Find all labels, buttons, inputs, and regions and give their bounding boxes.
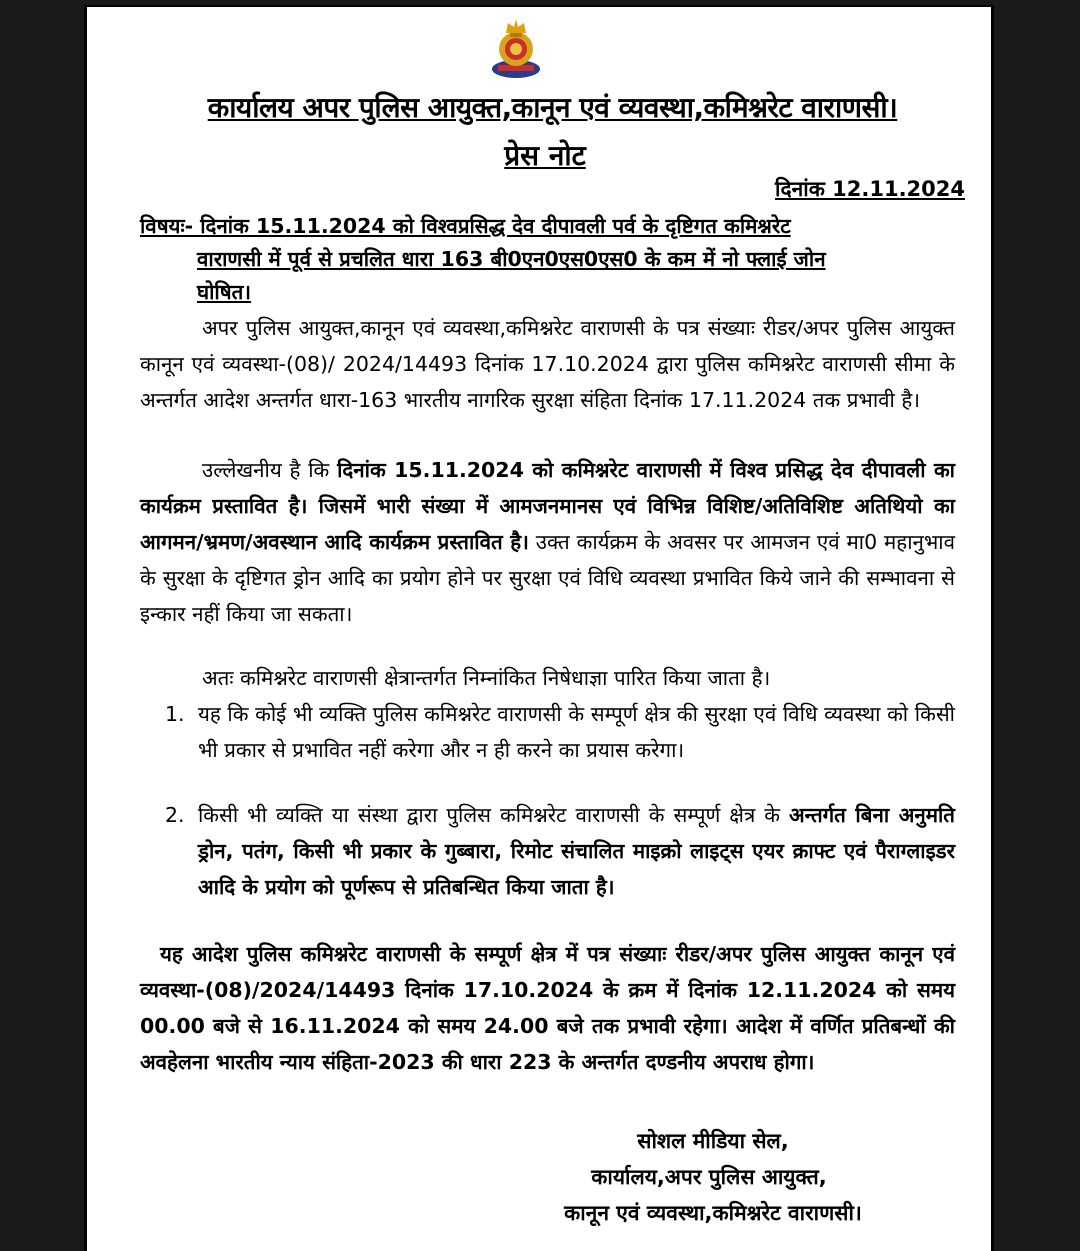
subject-line-1: विषयः- दिनांक 15.11.2024 को विश्वप्रसिद्ध देव दीपावली पर्व के दृष्टिगत कमिश्नरेट: [140, 214, 791, 238]
paragraph-2-bold: दिनांक 15.11.2024 को कमिश्नरेट वाराणसी में विश्व प्रसिद्ध देव दीपावली का कार्यक्रम प्रस्तावित है। जिसमें भारी संख्या में आमजनमानस एवं विभिन्न विशिष्ट/अतिविशिष्ट अतिथियो का आगमन/भ्रमण/अवस्थान आदि कार्यक्रम प्रस्तावित है।: [140, 458, 955, 554]
subject-line-3: घोषित।: [197, 280, 252, 304]
closing-paragraph: यह आदेश पुलिस कमिश्नरेट वाराणसी के सम्पूर्ण क्षेत्र में पत्र संख्याः रीडर/अपर पुलिस आयुक्त कानून एवं व्यवस्था-(08)/2024/14493 दिनांक 17.10.2024 के क्रम में दिनांक 12.11.2024 को समय 00.00 बजे से 16.11.2024 को समय 24.00 बजे तक प्रभावी रहेगा। आदेश में वर्णित प्रतिबन्धों की अवहेलना भारतीय न्याय संहिता-2023 की धारा 223 के अन्तर्गत दण्डनीय अपराध होगा।: [140, 942, 955, 1074]
order-text: [198, 797, 955, 905]
paragraph-2-lead: उल्लेखनीय है कि: [202, 458, 330, 482]
subject-line-2: वाराणसी में पूर्व से प्रचलित धारा 163 बी0एन0एस0एस0 के कम में नो फ्लाई जोन: [197, 247, 826, 271]
paragraph-2-rest: उक्त कार्यक्रम के अवसर पर आमजन एवं मा0 महानुभाव के सुरक्षा के दृष्टिगत ड्रोन आदि का प्रयोग होने पर सुरक्षा एवं विधि व्यवस्था प्रभावित किये जाने की सम्भावना से इन्कार नहीं किया जा सकता।: [140, 530, 956, 626]
document-date: दिनांक 12.11.2024: [775, 177, 965, 201]
press-note-title: प्रेस नोट: [504, 139, 586, 172]
order-text-bold: अन्तर्गत बिना अनुमति ड्रोन, पतंग, किसी भी प्रकार के गुब्बारा, रिमोट संचालित माइक्रो लाइट्स एयर क्राफ्ट एवं पैराग्लाइडर आदि के प्रयोग को पूर्णरूप से प्रतिबन्धित किया जाता है।: [198, 803, 955, 899]
signature-line-1: सोशल मीडिया सेल,: [637, 1129, 789, 1153]
signature-line-3: कानून एवं व्यवस्था,कमिश्नरेट वाराणसी।: [564, 1201, 862, 1225]
paragraph-3: अतः कमिश्नरेट वाराणसी क्षेत्रान्तर्गत निम्नांकित निषेधाज्ञा पारित किया जाता है।: [202, 666, 771, 690]
up-police-emblem-icon: [488, 13, 544, 83]
signature-line-2: कार्यालय,अपर पुलिस आयुक्त,: [591, 1165, 827, 1189]
subject-block: [140, 210, 955, 309]
paragraph-2: [140, 452, 955, 632]
order-text-plain: किसी भी व्यक्ति या संस्था द्वारा पुलिस कमिश्नरेट वाराणसी के सम्पूर्ण क्षेत्र के: [198, 803, 781, 827]
order-text: यह कि कोई भी व्यक्ति पुलिस कमिश्नरेट वाराणसी के सम्पूर्ण क्षेत्र की सुरक्षा एवं विधि व्यवस्था को किसी भी प्रकार से प्रभावित नहीं करेगा और न ही करने का प्रयास करेगा।: [198, 702, 955, 762]
order-number: 1.: [165, 702, 185, 726]
paragraph-1: अपर पुलिस आयुक्त,कानून एवं व्यवस्था,कमिश्नरेट वाराणसी के पत्र संख्याः रीडर/अपर पुलिस आयुक्त कानून एवं व्यवस्था-(08)/ 2024/14493 दिनांक 17.10.2024 द्वारा पुलिस कमिश्नरेट वाराणसी सीमा के अन्तर्गत आदेश अन्तर्गत धारा-163 भारतीय नागरिक सुरक्षा संहिता दिनांक 17.11.2024 तक प्रभावी है।: [140, 316, 955, 412]
order-item-1: [165, 696, 955, 768]
order-number: 2.: [165, 803, 185, 827]
office-title: कार्यालय अपर पुलिस आयुक्त,कानून एवं व्यवस्था,कमिश्नरेट वाराणसी।: [207, 91, 898, 124]
order-item-2: [165, 797, 955, 905]
